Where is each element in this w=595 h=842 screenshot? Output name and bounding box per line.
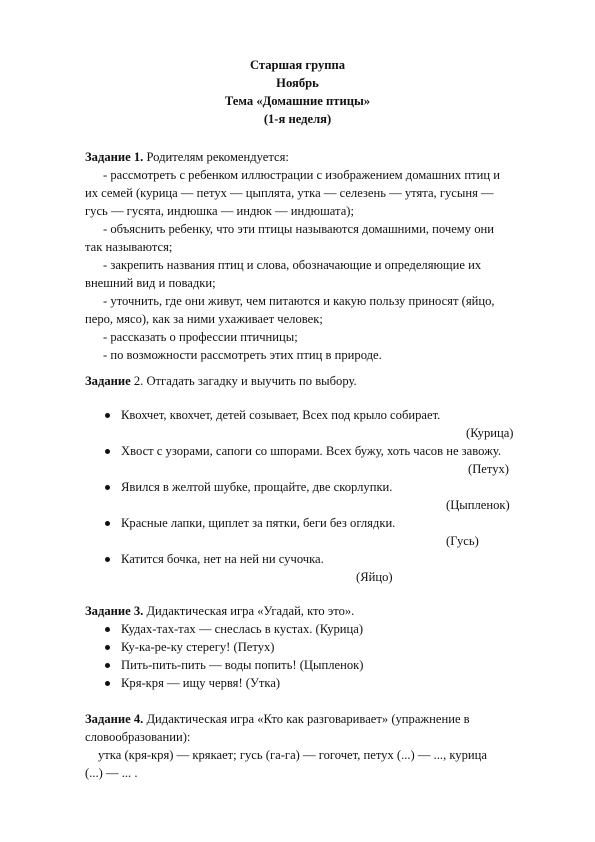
- task4-section: [85, 710, 545, 782]
- task1-line: гусь — гусята, индюшка — индюк — индюшата);: [85, 204, 354, 218]
- task3-list: [103, 620, 543, 692]
- task1-section: [85, 148, 545, 364]
- task1-line: их семей (курица — петух — цыплята, утка — селезень — утята, гусыня —: [85, 186, 494, 200]
- riddle-item: Красные лапки, щиплет за пятки, беги без оглядки.: [103, 514, 543, 532]
- riddle-list-1: [103, 406, 543, 424]
- month-title: Ноябрь: [276, 76, 319, 90]
- riddle-list-4: [103, 514, 543, 532]
- task1-line: - уточнить, где они живут, чем питаются и какую пользу приносят (яйцо,: [103, 294, 495, 308]
- riddle-list-3: [103, 478, 543, 496]
- game-item: Кудах-тах-тах — снеслась в кустах. (Курица): [103, 620, 543, 638]
- task1-line: так называются;: [85, 240, 173, 254]
- task1-intro: Родителям рекомендуется:: [143, 150, 289, 164]
- riddle-answer: (Гусь): [446, 534, 479, 548]
- task1-heading: [85, 148, 545, 166]
- riddle-item: Катится бочка, нет на ней ни сучочка.: [103, 550, 543, 568]
- riddle-answer: (Петух): [468, 462, 510, 476]
- task2-heading: [85, 372, 545, 390]
- task2-intro: 2. Отгадать загадку и выучить по выбору.: [130, 374, 357, 388]
- game-item: Кря-кря — ищу червя! (Утка): [103, 674, 543, 692]
- task1-line: внешний вид и повадки;: [85, 276, 216, 290]
- game-item: Пить-пить-пить — воды попить! (Цыпленок): [103, 656, 543, 674]
- task3-intro: Дидактическая игра «Угадай, кто это».: [143, 604, 355, 618]
- task3-heading: [85, 602, 545, 620]
- riddle-answer: (Курица): [466, 426, 514, 440]
- task4-intro: Дидактическая игра «Кто как разговаривает» (упражнение в: [143, 712, 470, 726]
- task1-line: - рассмотреть с ребенком иллюстрации с изображением домашних птиц и: [103, 168, 500, 182]
- group-title: Старшая группа: [249, 58, 346, 72]
- task1-line: перо, мясо), как за ними ухаживает человек;: [85, 312, 323, 326]
- riddle-list-2: [103, 442, 543, 460]
- task4-line: (...) — ... .: [85, 766, 138, 780]
- task4-line: словообразовании):: [85, 730, 191, 744]
- task1-title: Задание 1.: [85, 150, 144, 164]
- game-item: Ку-ка-ре-ку стерегу! (Петух): [103, 638, 543, 656]
- week-title: (1-я неделя): [263, 112, 332, 126]
- riddle-list-5: [103, 550, 543, 568]
- riddle-item: Хвост с узорами, сапоги со шпорами. Всех бужу, хоть часов не завожу.: [103, 442, 543, 460]
- task1-line: - рассказать о профессии птичницы;: [103, 330, 298, 344]
- task2-title: Задание: [85, 374, 131, 388]
- riddle-item: Квохчет, квохчет, детей созывает, Всех под крыло собирает.: [103, 406, 543, 424]
- riddle-item: Явился в желтой шубке, прощайте, две скорлупки.: [103, 478, 543, 496]
- topic-title: Тема «Домашние птицы»: [224, 94, 371, 108]
- riddle-answer: (Яйцо): [356, 570, 393, 584]
- task1-line: - по возможности рассмотреть этих птиц в природе.: [103, 348, 382, 362]
- task1-line: - закрепить названия птиц и слова, обозначающие и определяющие их: [103, 258, 482, 272]
- task3-title: Задание 3.: [85, 604, 144, 618]
- document-header: [0, 56, 595, 128]
- task1-line: - объяснить ребенку, что эти птицы называются домашними, почему они: [103, 222, 494, 236]
- task4-line: утка (кря-кря) — крякает; гусь (га-га) — гогочет, петух (...) — ..., курица: [98, 748, 487, 762]
- riddle-answer: (Цыпленок): [446, 498, 510, 512]
- task4-title: Задание 4.: [85, 712, 144, 726]
